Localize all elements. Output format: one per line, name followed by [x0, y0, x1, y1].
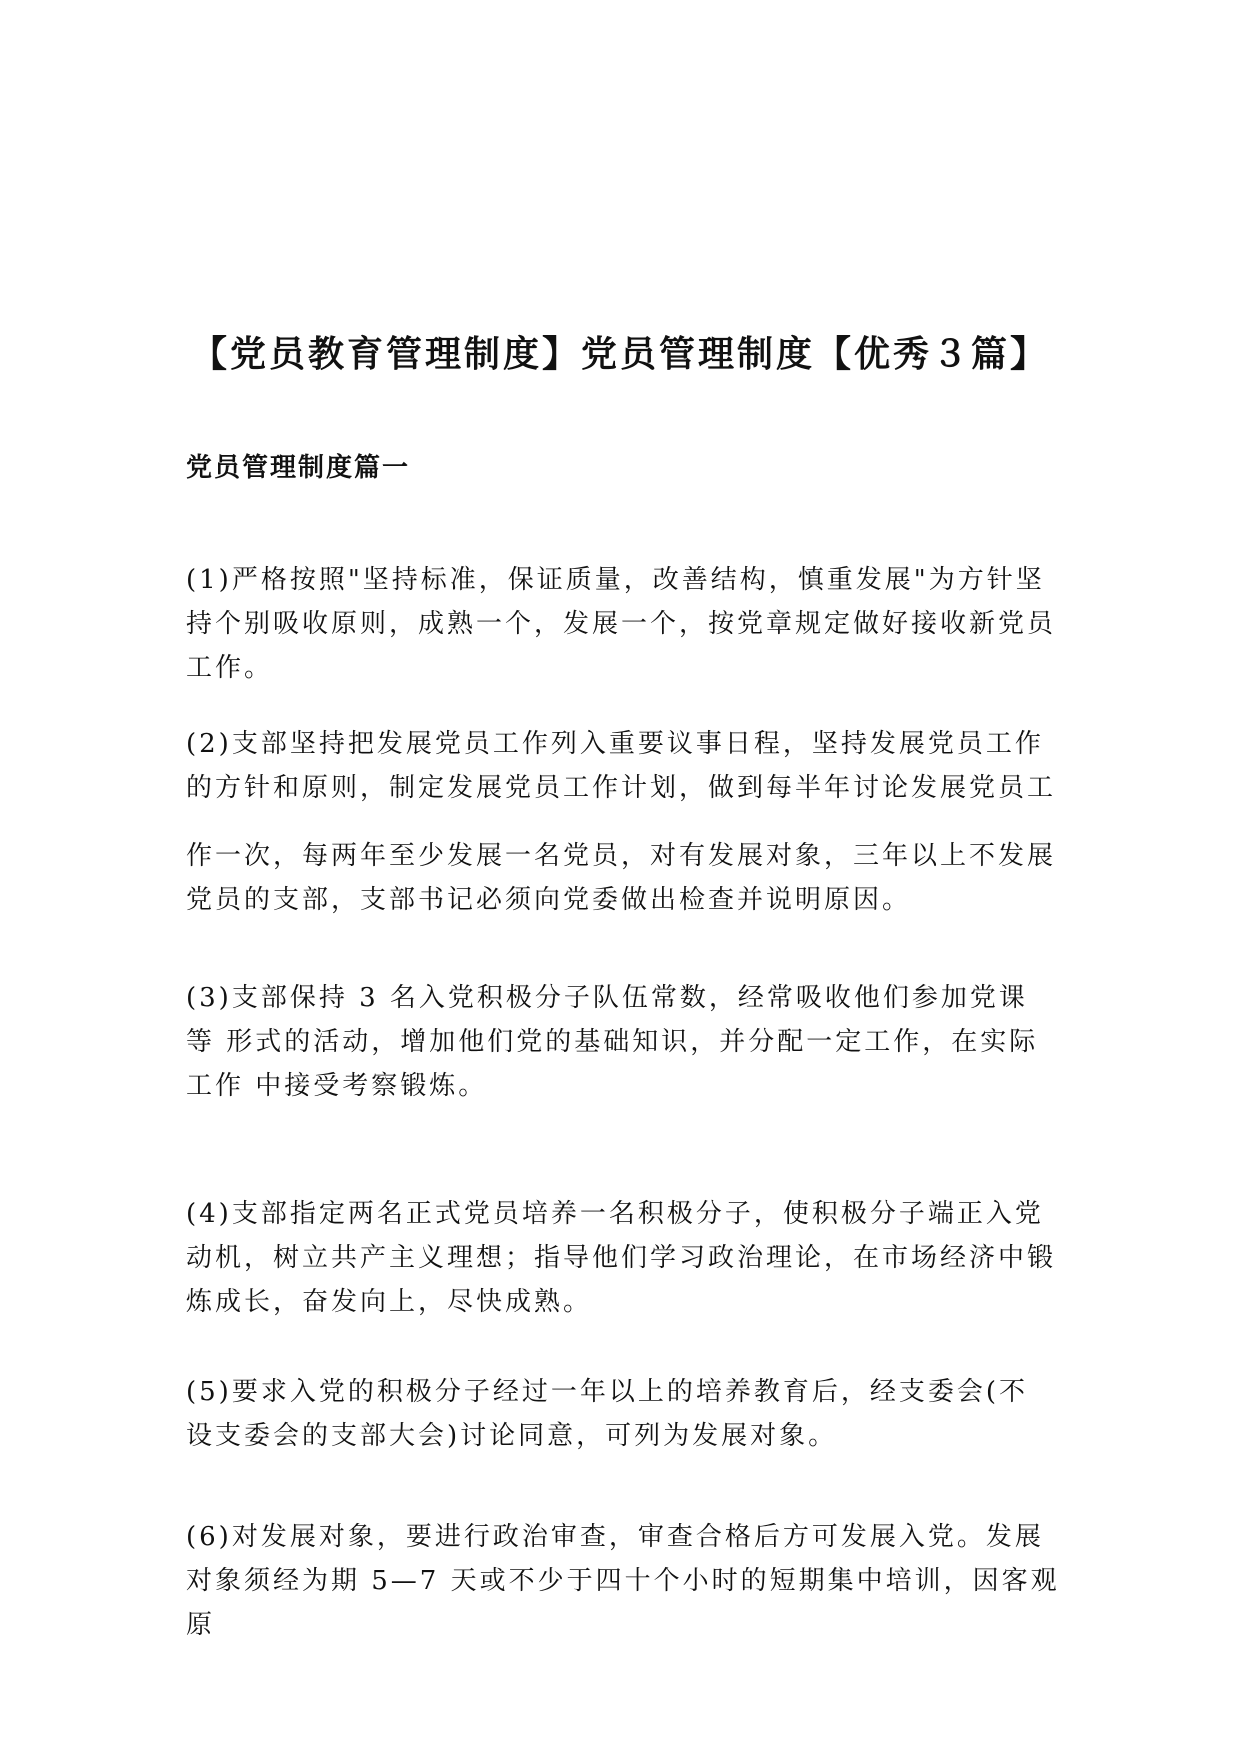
- paragraph-1: [186, 558, 1066, 690]
- paragraph-line: 原: [186, 1610, 216, 1640]
- section-heading: 党员管理制度篇一: [186, 453, 411, 483]
- paragraph-3: [186, 976, 1066, 1108]
- paragraph-line: (1)严格按照"坚持标准，保证质量，改善结构，慎重发展"为方针坚: [186, 565, 1045, 595]
- paragraph-line: (4)支部指定两名正式党员培养一名积极分子，使积极分子端正入党: [186, 1199, 1044, 1229]
- paragraph-line: (5)要求入党的积极分子经过一年以上的培养教育后，经支委会(不: [186, 1377, 1028, 1407]
- paragraph-6: [186, 1515, 1066, 1647]
- paragraph-line: 持个别吸收原则，成熟一个，发展一个，按党章规定做好接收新党员: [186, 609, 1057, 639]
- paragraph-2: [186, 722, 1066, 810]
- paragraph-line: 党员的支部，支部书记必须向党委做出检查并说明原因。: [186, 885, 912, 915]
- paragraph-line: 等 形式的活动，增加他们党的基础知识，并分配一定工作，在实际: [186, 1027, 1039, 1057]
- document-title: 【党员教育管理制度】党员管理制度【优秀３篇】: [190, 334, 1049, 375]
- paragraph-line: (6)对发展对象，要进行政治审查，审查合格后方可发展入党。发展: [186, 1522, 1044, 1552]
- paragraph-line: 动机，树立共产主义理想；指导他们学习政治理论，在市场经济中锻: [186, 1243, 1057, 1273]
- paragraph-line: 设支委会的支部大会)讨论同意，可列为发展对象。: [186, 1421, 838, 1451]
- paragraph-line: 炼成长，奋发向上，尽快成熟。: [186, 1287, 593, 1317]
- paragraph-line: (2)支部坚持把发展党员工作列入重要议事日程，坚持发展党员工作: [186, 729, 1044, 759]
- paragraph-5: [186, 1370, 1066, 1458]
- paragraph-line: 作一次，每两年至少发展一名党员，对有发展对象，三年以上不发展: [186, 841, 1057, 871]
- paragraph-line: 对象须经为期 5—7 天或不少于四十个小时的短期集中培训，因客观: [186, 1566, 1060, 1596]
- paragraph-2-continued: [186, 834, 1066, 922]
- paragraph-4: [186, 1192, 1066, 1324]
- paragraph-line: 的方针和原则，制定发展党员工作计划，做到每半年讨论发展党员工: [186, 773, 1057, 803]
- paragraph-line: (3)支部保持 3 名入党积极分子队伍常数，经常吸收他们参加党课: [186, 983, 1028, 1013]
- paragraph-line: 工作。: [186, 653, 274, 683]
- paragraph-line: 工作 中接受考察锻炼。: [186, 1071, 488, 1101]
